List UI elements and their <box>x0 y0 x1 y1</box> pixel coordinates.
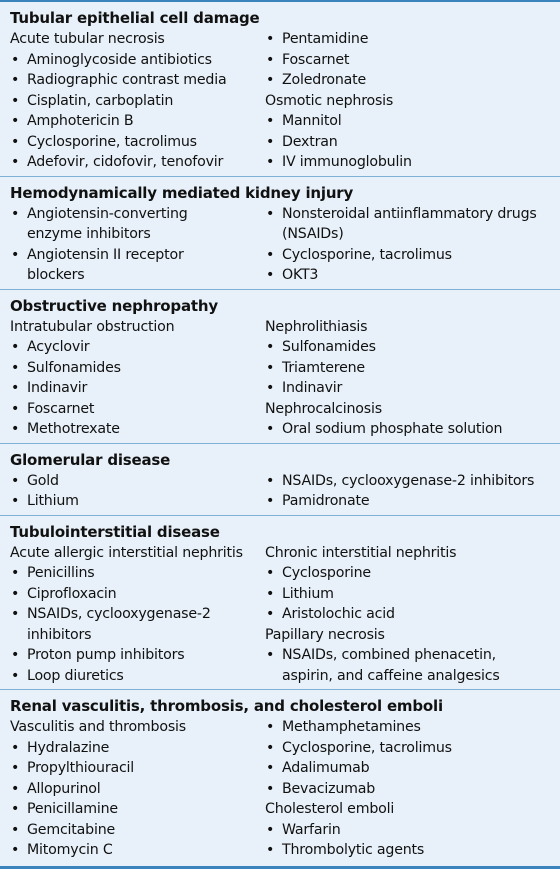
section-columns <box>10 29 560 173</box>
drug-list-item: • Angiotensin II receptor <box>10 245 265 266</box>
drug-list-item: • IV immunoglobulin <box>265 152 560 173</box>
drug-list-item: • Adalimumab <box>265 758 560 779</box>
right-column <box>265 471 560 512</box>
drug-list-item: • NSAIDs, cyclooxygenase-2 inhibitors <box>265 471 560 492</box>
drug-list-item: • Cyclosporine <box>265 563 560 584</box>
left-column <box>10 204 265 286</box>
left-column <box>10 29 265 173</box>
drug-list-item: • Penicillins <box>10 563 265 584</box>
drug-list-item: • Methamphetamines <box>265 717 560 738</box>
table-section <box>0 516 560 691</box>
right-column <box>265 317 560 440</box>
right-column <box>265 29 560 173</box>
drug-list-item: • Lithium <box>10 491 265 512</box>
left-column <box>10 717 265 861</box>
drug-list-item: • Cyclosporine, tacrolimus <box>10 132 265 153</box>
drug-list-item: • Cyclosporine, tacrolimus <box>265 738 560 759</box>
drug-list-item: • Amphotericin B <box>10 111 265 132</box>
drug-list-item-continuation: enzyme inhibitors <box>27 226 151 242</box>
left-column <box>10 543 265 687</box>
right-column <box>265 204 560 286</box>
left-column <box>10 471 265 512</box>
drug-list-item: • Acyclovir <box>10 337 265 358</box>
subheading: Acute tubular necrosis <box>10 31 165 47</box>
section-title: Obstructive nephropathy <box>10 296 218 315</box>
section-columns <box>10 543 560 687</box>
section-columns <box>10 717 560 861</box>
drug-list-item: • OKT3 <box>265 265 560 286</box>
section-title: Tubulointerstitial disease <box>10 522 220 541</box>
table-section <box>0 290 560 444</box>
subheading: Chronic interstitial nephritis <box>265 544 457 561</box>
subheading: Nephrocalcinosis <box>265 400 382 417</box>
table-section <box>0 177 560 290</box>
drug-list-item: • Propylthiouracil <box>10 758 265 779</box>
drug-list-item: • Nonsteroidal antiinflammatory drugs <box>265 204 560 225</box>
section-columns <box>10 317 560 440</box>
drug-list-item: • Mannitol <box>265 111 560 132</box>
drug-list-item: • Oral sodium phosphate solution <box>265 419 560 440</box>
drug-list-item: • Methotrexate <box>10 419 265 440</box>
drug-list-item: • Lithium <box>265 584 560 605</box>
subheading: Cholesterol emboli <box>265 801 395 817</box>
table-section <box>0 690 560 864</box>
drug-list-item-continuation: aspirin, and caffeine analgesics <box>282 667 500 684</box>
drug-list-item: • Foscarnet <box>10 399 265 420</box>
drug-list-item: • Allopurinol <box>10 779 265 800</box>
drug-list-item: • Loop diuretics <box>10 666 265 687</box>
section-columns <box>10 471 560 512</box>
drug-list-item: • Pamidronate <box>265 491 560 512</box>
drug-list-item: • Warfarin <box>265 820 560 841</box>
subheading: Nephrolithiasis <box>265 318 368 335</box>
subheading: Acute allergic interstitial nephritis <box>10 544 243 561</box>
right-column <box>265 543 560 687</box>
drug-list-item-continuation: inhibitors <box>27 626 92 643</box>
drug-list-item: • Foscarnet <box>265 50 560 71</box>
section-columns <box>10 204 560 286</box>
drug-list-item: • Gemcitabine <box>10 820 265 841</box>
drug-list-item: • Triamterene <box>265 358 560 379</box>
drug-list-item: • Thrombolytic agents <box>265 840 560 861</box>
section-title: Renal vasculitis, thrombosis, and cholesterol emboli <box>10 697 443 715</box>
drug-list-item: • Indinavir <box>10 378 265 399</box>
drug-list-item: • Aristolochic acid <box>265 604 560 625</box>
subheading: Osmotic nephrosis <box>265 92 394 109</box>
subheading: Papillary necrosis <box>265 626 385 643</box>
drug-list-item: • Pentamidine <box>265 29 560 50</box>
drug-list-item: • Indinavir <box>265 378 560 399</box>
drug-list-item-continuation: blockers <box>27 267 85 283</box>
drug-list-item: • Proton pump inhibitors <box>10 645 265 666</box>
table-section <box>0 2 560 177</box>
drug-list-item-continuation: (NSAIDs) <box>282 226 344 242</box>
drug-list-item: • Cyclosporine, tacrolimus <box>265 245 560 266</box>
drug-list-item: • Angiotensin-converting <box>10 204 265 225</box>
drug-list-item: • Ciprofloxacin <box>10 584 265 605</box>
left-column <box>10 317 265 440</box>
drug-list-item: • Mitomycin C <box>10 840 265 861</box>
subheading: Vasculitis and thrombosis <box>10 719 186 735</box>
drug-list-item: • NSAIDs, combined phenacetin, <box>265 645 560 666</box>
drug-list-item: • Cisplatin, carboplatin <box>10 91 265 112</box>
drug-list-item: • Aminoglycoside antibiotics <box>10 50 265 71</box>
drug-list-item: • Adefovir, cidofovir, tenofovir <box>10 152 265 173</box>
drug-list-item: • Radiographic contrast media <box>10 70 265 91</box>
subheading: Intratubular obstruction <box>10 318 175 335</box>
section-title: Hemodynamically mediated kidney injury <box>10 183 354 202</box>
drug-list-item: • Sulfonamides <box>10 358 265 379</box>
section-title: Glomerular disease <box>10 450 171 469</box>
table-section <box>0 444 560 516</box>
drug-list-item: • Penicillamine <box>10 799 265 820</box>
drug-list-item: • Bevacizumab <box>265 779 560 800</box>
drug-list-item: • Sulfonamides <box>265 337 560 358</box>
drug-list-item: • Zoledronate <box>265 70 560 91</box>
table-body <box>0 2 560 864</box>
drug-list-item: • Hydralazine <box>10 738 265 759</box>
drug-list-item: • Gold <box>10 471 265 492</box>
drug-list-item: • NSAIDs, cyclooxygenase-2 <box>10 604 265 625</box>
right-column <box>265 717 560 861</box>
section-title: Tubular epithelial cell damage <box>10 9 260 27</box>
drug-list-item: • Dextran <box>265 132 560 153</box>
